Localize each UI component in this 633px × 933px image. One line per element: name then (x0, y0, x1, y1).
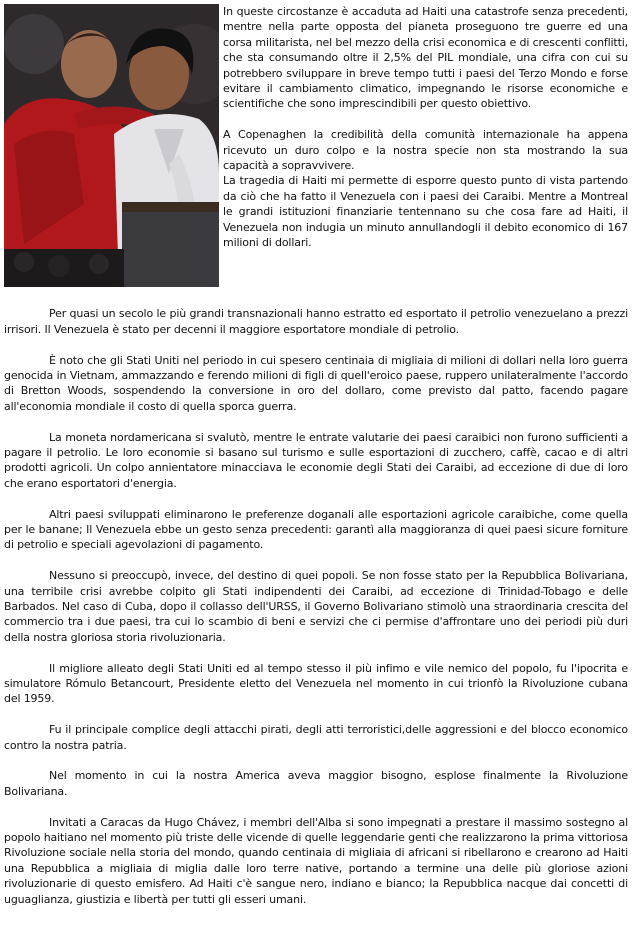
body-paragraph-8: Nel momento in cui la nostra America aveva maggior bisogno, esplose finalmente la Rivoluzione Bolivariana. (4, 769, 628, 798)
body-paragraph-1: Per quasi un secolo le più grandi transnazionali hanno estratto ed esportato il petrolio venezuelano a prezzi irrisori. Il Venezuela è stato per decenni il maggiore esportatore mondiale di petrolio. (4, 307, 628, 336)
body-paragraph-2: È noto che gli Stati Uniti nel periodo in cui spesero centinaia di migliaia di milioni di dollari nella loro guerra genocida in Vietnam, ammazzando e ferendo milioni di figli di quell'eroico paese, ruppero unilateralmente l'accordo di Bretton Woods, sospendendo la conversione in oro del dollaro, come previsto dal patto, facendo pagare all'economia mondiale il costo di quella sporca guerra. (4, 353, 628, 413)
intro-paragraph-2: A Copenaghen la credibilità della comunità internazionale ha appena ricevuto un duro colpo e la nostra specie non sta mostrando la sua capacità a sopravvivere. (223, 128, 628, 173)
intro-paragraph-1: In queste circostanze è accaduta ad Haiti una catastrofe senza precedenti, mentre nella parte opposta del pianeta proseguono tre guerre ed una corsa militarista, nel bel mezzo della crisi economica e di crescenti conflitti, che sta consumando oltre il 2,5% del PIL mondiale, una cifra con cui su potrebbero sviluppare in breve tempo tutti i paesi del Terzo Mondo e forse evitare il cambiamento climatico, impegnando le risorse economiche e scientifiche che sono imprescindibili per questo obiettivo. (223, 5, 628, 111)
body-paragraph-4: Altri paesi sviluppati eliminarono le preferenze doganali alle esportazioni agricole caraibiche, come quella per le banane; Il Venezuela ebbe un gesto senza precedenti: garantì alla maggioranza di quei paesi sicure forniture di petrolio e speciali agevolazioni di pagamento. (4, 507, 628, 552)
photo-illustration (4, 4, 219, 287)
body-paragraph-7: Fu il principale complice degli attacchi pirati, degli atti terroristici,delle aggressioni e del blocco economico contro la nostra patria. (4, 723, 628, 752)
intro-paragraph-3: La tragedia di Haiti mi permette di esporre questo punto di vista partendo da ciò che ha fatto il Venezuela con i paesi dei Caraibi. Mentre a Montreal le grandi istituzioni finanziarie tentennano su che cosa fare ad Haiti, il Venezuela non indugia un minuto annullandogli il debito economico di 167 milioni di dollari. (223, 174, 628, 250)
body-paragraph-6: Il migliore alleato degli Stati Uniti ed al tempo stesso il più infimo e vile nemico del popolo, fu l'ipocrita e simulatore Rómulo Betancourt, Presidente eletto del Venezuela nel momento in cui trionfò la Rivoluzione cubana del 1959. (4, 661, 628, 706)
article (4, 4, 628, 907)
body-paragraph-3: La moneta nordamericana si svalutò, mentre le entrate valutarie dei paesi caraibici non furono sufficienti a pagare il petrolio. Le loro economie si basano sul turismo e sulle esportazioni di zucchero, caffè, cacao e di altri prodotti agricoli. Un colpo annientatore minacciava le economie degli Stati dei Caraibi, ad eccezione di due di loro che erano esportatori d'energia. (4, 430, 628, 490)
body-paragraph-9: Invitati a Caracas da Hugo Chávez, i membri dell'Alba si sono impegnati a prestare il massimo sostegno al popolo haitiano nel momento più triste delle vicende di quelle leggendarie genti che realizzarono la prima vittoriosa Rivoluzione sociale nella storia del mondo, quando centinaia di migliaia di africani si ribellarono e crearono ad Haiti una Repubblica a migliaia di miglia dalle loro terre native, portando a termine una delle più gloriose azioni rivoluzionarie di questo emisfero. Ad Haiti c'è sangue nero, indiano e bianco; la Repubblica nacque dai concetti di uguaglianza, giustizia e libertà per tutti gli esseri umani. (4, 815, 628, 906)
body-paragraph-5: Nessuno si preoccupò, invece, del destino di quei popoli. Se non fosse stato per la Repubblica Bolivariana, una terribile crisi avrebbe colpito gli Stati indipendenti dei Caraibi, ad eccezione di Trinidad-Tobago e delle Barbados. Nel caso di Cuba, dopo il collasso dell'URSS, il Governo Bolivariano stimolò una straordinaria crescita del commercio tra i due paesi, tra cui lo scambio di beni e servizi che ci permise d'affrontare uno dei periodi più duri della nostra gloriosa storia rivoluzionaria. (4, 569, 628, 644)
photo-drawing (4, 4, 219, 287)
